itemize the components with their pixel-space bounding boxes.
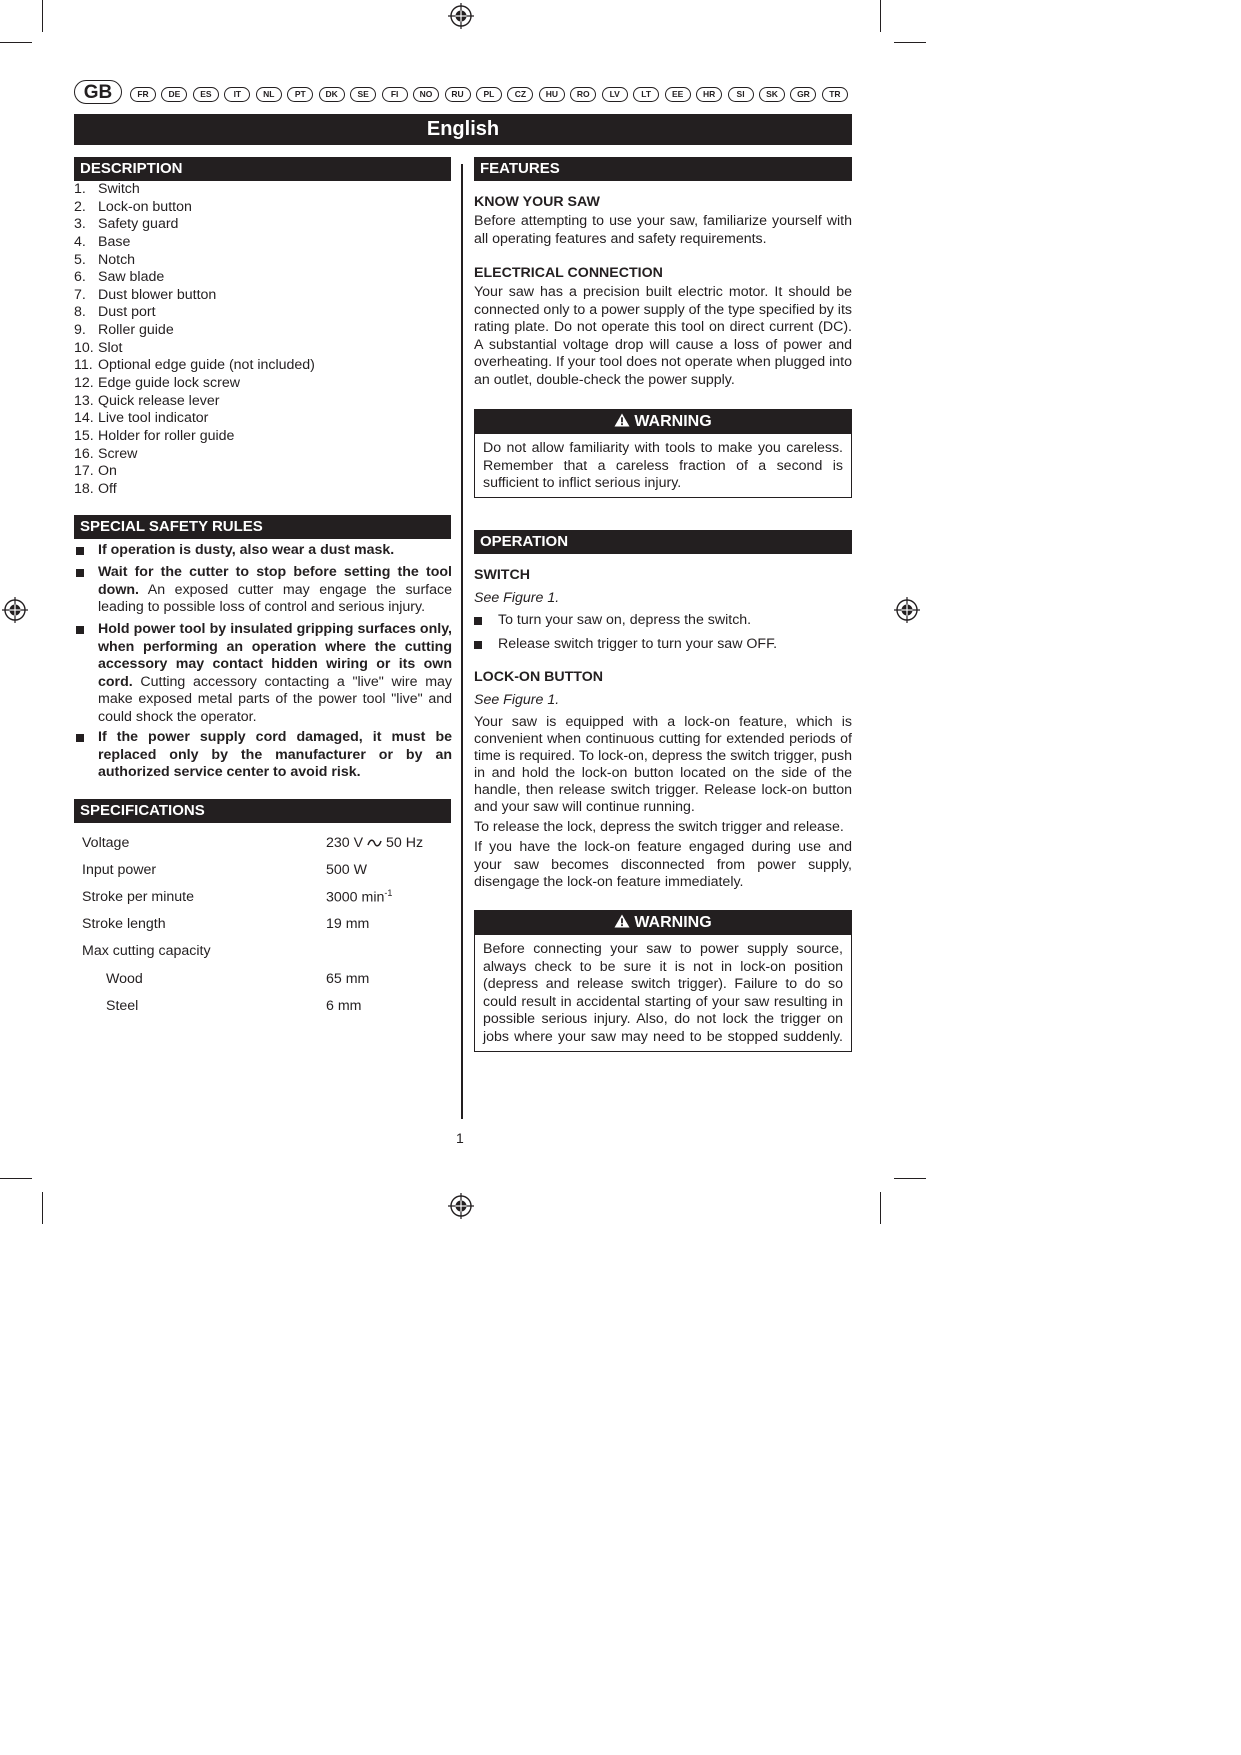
registration-mark-icon [894,597,920,623]
section-subtitle: SWITCH [474,567,530,583]
list-item-number: 3. [74,216,86,233]
list-item-number: 10. [74,339,94,356]
list-item-number: 11. [74,357,93,374]
list-item-number: 6. [74,269,86,286]
list-item-number: 1. [74,181,86,197]
spec-superscript: -1 [384,888,393,899]
table-row [82,911,452,938]
list-item-number: 12. [74,375,94,392]
language-tab-se[interactable]: SE [350,87,376,102]
registration-mark-icon [448,1193,474,1219]
description-list [74,181,451,499]
list-item [74,322,451,340]
section-subtitle: ELECTRICAL CONNECTION [474,265,663,281]
language-tab-fr[interactable]: FR [130,87,156,102]
table-row [82,938,452,965]
language-tab-de[interactable]: DE [161,87,187,102]
language-tab-ro[interactable]: RO [570,87,596,102]
paragraph: If you have the lock-on feature engaged during use and your saw becomes disconnected from power supply, disengage the lock-on feature immediately. [474,839,852,890]
safety-rule-emphasis: Hold power tool by insulated gripping surfaces only, when performing an operation where the cutting accessory may contact hidden wiring or its own cord. [98,621,452,690]
list-item-label: Saw blade [98,269,165,286]
language-tab-no[interactable]: NO [413,87,439,102]
bullet-square-icon [474,641,482,649]
section-subtitle: KNOW YOUR SAW [474,194,600,210]
list-item [74,463,451,481]
language-tab-active[interactable]: GB [74,80,122,104]
list-item [74,340,451,358]
bullet-square-icon [76,547,84,555]
warning-box [474,910,852,1052]
safety-rule [98,564,452,617]
list-item [74,304,451,322]
table-row [82,992,452,1019]
language-tab-lv[interactable]: LV [602,87,628,102]
language-tab-fi[interactable]: FI [382,87,408,102]
language-tab-ru[interactable]: RU [445,87,471,102]
bullet-square-icon [76,626,84,634]
spec-value: 6 mm [326,997,362,1014]
language-tab-es[interactable]: ES [193,87,219,102]
list-item-number: 15. [74,427,94,444]
column-divider [461,164,463,1119]
language-tab-gr[interactable]: GR [790,87,816,102]
specifications-heading: SPECIFICATIONS [74,799,451,823]
list-item-label: Optional edge guide (not included) [98,357,315,374]
language-tab-sk[interactable]: SK [759,87,785,102]
registration-mark-icon [448,3,474,29]
specifications-table [82,829,452,1019]
registration-mark-icon [2,597,28,623]
list-item-label: Quick release lever [98,392,220,409]
spec-value: 19 mm [326,916,370,933]
language-tab-pl[interactable]: PL [476,87,502,102]
list-item [74,446,451,464]
list-item [74,287,451,305]
list-item-number: 18. [74,480,94,497]
list-item-label: Notch [98,251,136,268]
language-selector [74,80,852,106]
safety-rule-text: Cutting accessory contacting a "live" wire may make exposed metal parts of the power tool "live" and could shock the operator. [98,673,452,725]
spec-label: Input power [82,861,157,878]
ac-wave-icon [367,838,382,848]
bullet-square-icon [474,617,482,625]
list-item [74,481,451,499]
list-item [74,393,451,411]
warning-header [475,410,851,434]
list-item [74,410,451,428]
list-item-number: 14. [74,410,94,427]
crop-mark [880,1192,881,1224]
warning-triangle-icon [614,413,630,427]
list-item-label: Lock-on button [98,198,192,215]
section-subtitle: LOCK-ON BUTTON [474,669,603,685]
safety-rule: If the power supply cord damaged, it must be replaced only by the manufacturer or by an authorized service center to avoid risk. [98,729,452,780]
list-item-label: Screw [98,445,138,462]
list-item-number: 9. [74,322,86,339]
spec-value [326,883,452,910]
spec-label: Stroke length [82,916,166,933]
spec-value-voltage: 230 V [326,834,364,851]
warning-box [474,409,852,498]
list-item-label: Off [98,480,117,497]
list-item-number: 8. [74,304,86,321]
language-tab-lt[interactable]: LT [633,87,659,102]
list-item [74,269,451,287]
list-item [74,375,451,393]
crop-mark [0,42,32,43]
list-item-label: Switch [98,181,140,197]
list-item-label: Safety guard [98,216,179,233]
warning-text: Before connecting your saw to power supply source, always check to be sure it is not in lock-on position (depress and release switch trigger). Failure to do so could result in accidental starting of your saw resulting in possible serious injury. Also, do not lock the trigger on jobs where your saw may need to be stopped suddenly. [483,941,843,1045]
list-item-number: 7. [74,286,86,303]
spec-value [326,829,452,856]
language-tab-si[interactable]: SI [728,87,754,102]
spec-label: Stroke per minute [82,888,194,905]
safety-heading: SPECIAL SAFETY RULES [74,515,451,539]
figure-reference: See Figure 1. [474,692,560,708]
spec-label: Max cutting capacity [82,943,211,960]
list-item-number: 17. [74,463,94,480]
language-tab-hr[interactable]: HR [696,87,722,102]
warning-triangle-icon [614,914,630,928]
list-item-number: 13. [74,392,94,409]
list-item-label: On [98,463,117,480]
list-item-label: Dust port [98,304,156,321]
spec-value-frequency: 50 Hz [385,834,424,851]
crop-mark [0,1178,32,1179]
list-item-label: Base [98,233,131,250]
table-row [82,965,452,992]
language-tab-dk[interactable]: DK [319,87,345,102]
crop-mark [894,1178,926,1179]
operation-heading: OPERATION [474,530,852,554]
language-tab-nl[interactable]: NL [256,87,282,102]
paragraph: Your saw is equipped with a lock-on feature, which is convenient when continuous cutting for extended periods of time is required. To lock-on, depress the switch trigger, push in and hold the lock-on button located on the side of the handle, then release switch trigger. Release lock-on button and your saw will continue running. [474,714,852,815]
list-item [74,357,451,375]
list-item-label: Live tool indicator [98,410,209,427]
paragraph: Your saw has a precision built electric motor. It should be connected only to a power supply of the type specified by its rating plate. Do not operate this tool on direct current (DC). A substantial voltage drop will cause a loss of power and overheating. If your tool does not operate when plugged into an outlet, double-check the power supply. [474,284,852,388]
features-heading: FEATURES [474,157,852,181]
list-item-label: Edge guide lock screw [98,375,240,392]
language-tab-pt[interactable]: PT [287,87,313,102]
crop-mark [894,42,926,43]
figure-reference: See Figure 1. [474,590,560,606]
warning-title: WARNING [634,413,712,430]
safety-rule: If operation is dusty, also wear a dust mask. [98,542,395,558]
paragraph: Before attempting to use your saw, familiarize yourself with all operating features and safety requirements. [474,213,852,247]
list-item-label: Slot [98,339,123,356]
spec-label: Wood [106,970,143,987]
list-item [74,216,451,234]
list-item-label: Dust blower button [98,286,217,303]
spec-value [326,938,452,965]
list-item-label: Roller guide [98,322,174,339]
crop-mark [42,1192,43,1224]
crop-mark [42,0,43,32]
safety-rule-text: An exposed cutter may engage the surface leading to possible loss of control and serious injury. [98,581,452,615]
list-item-number: 5. [74,251,86,268]
language-tab-ee[interactable]: EE [665,87,691,102]
bullet-text: Release switch trigger to turn your saw OFF. [498,636,778,652]
language-banner: English [74,114,852,145]
list-item-number: 4. [74,233,86,250]
list-item [74,234,451,252]
crop-mark [880,0,881,32]
safety-rule-emphasis: Wait for the cutter to stop before setting the tool down. [98,564,452,598]
language-tab-hu[interactable]: HU [539,87,565,102]
warning-header [475,911,851,935]
list-item [74,181,451,199]
spec-value-stroke: 3000 min [326,889,385,906]
spec-value: 65 mm [326,970,370,987]
description-heading: DESCRIPTION [74,157,451,181]
bullet-square-icon [76,569,84,577]
spec-value: 500 W [326,861,368,878]
language-tab-it[interactable]: IT [224,87,250,102]
bullet-text: To turn your saw on, depress the switch. [498,612,752,628]
table-row [82,856,452,883]
table-row [82,829,452,856]
warning-title: WARNING [634,914,712,931]
language-tab-tr[interactable]: TR [822,87,848,102]
spec-label: Voltage [82,834,130,851]
table-row [82,883,452,910]
list-item-label: Holder for roller guide [98,427,235,444]
list-item [74,428,451,446]
paragraph: To release the lock, depress the switch trigger and release. [474,819,844,835]
page-number: 1 [456,1130,464,1146]
safety-rule [98,621,452,726]
language-tab-cz[interactable]: CZ [507,87,533,102]
list-item [74,199,451,217]
list-item-number: 2. [74,198,86,215]
list-item [74,252,451,270]
spec-label: Steel [106,997,139,1014]
bullet-square-icon [76,734,84,742]
warning-text: Do not allow familiarity with tools to make you careless. Remember that a careless fraction of a second is sufficient to inflict serious injury. [483,440,843,491]
list-item-number: 16. [74,445,94,462]
